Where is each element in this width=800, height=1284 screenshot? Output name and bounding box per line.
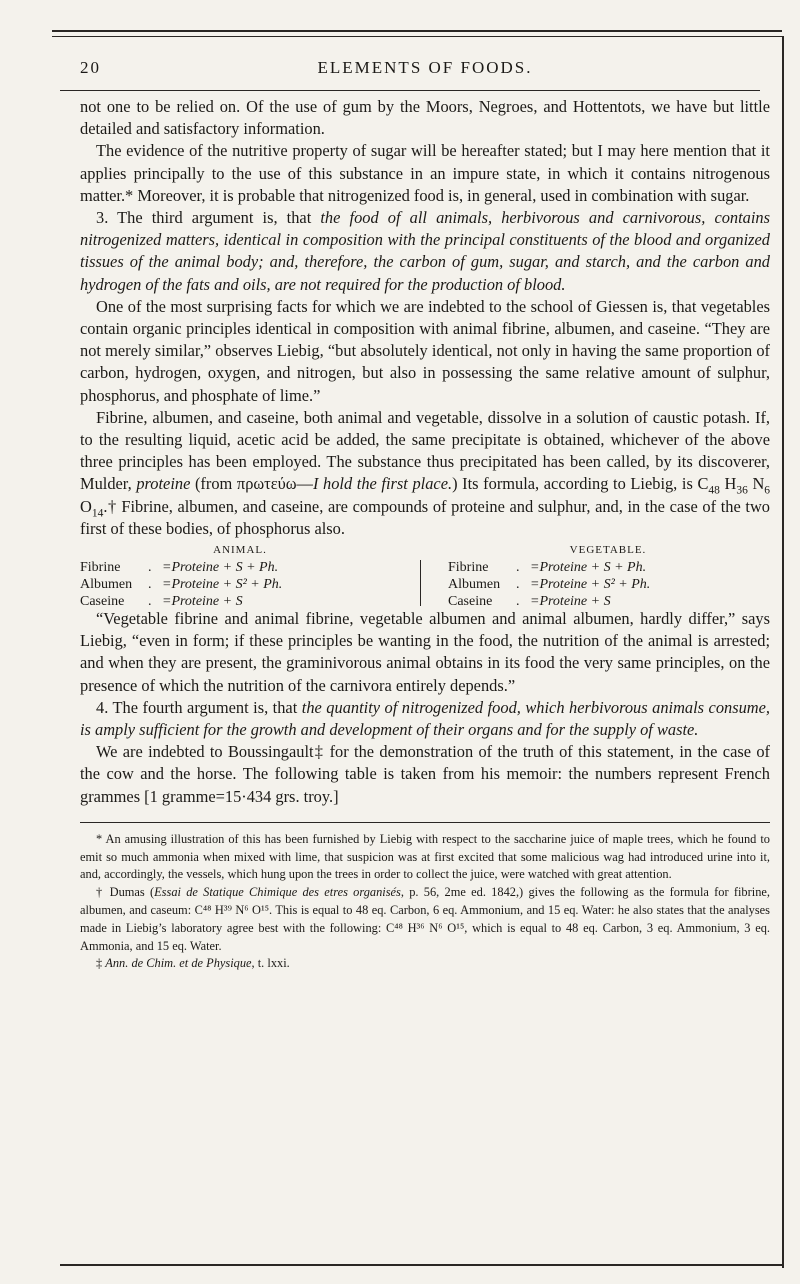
running-title: ELEMENTS OF FOODS. — [317, 58, 533, 77]
page-body — [80, 96, 770, 973]
paragraph-fourth-argument: 4. The fourth argument is, that the quantity of nitrogenized food, which herbivorous animals consume, is amply sufficient for the growth and development of their organs and for the supply of waste. — [80, 697, 770, 740]
greek-word: πρωτεύω — [236, 474, 297, 494]
header-rule — [60, 90, 760, 91]
footnote-annales: ‡ Ann. de Chim. et de Physique, t. lxxi. — [96, 956, 290, 971]
animal-table — [80, 542, 400, 610]
table-row: Caseine . =Proteine + S — [80, 594, 243, 610]
bottom-border — [60, 1264, 782, 1266]
footnote-rule — [80, 822, 770, 823]
table-row: Fibrine . =Proteine + S + Ph. — [80, 560, 279, 576]
page-number: 20 — [80, 58, 101, 77]
paragraph-proteine: Fibrine, albumen, and caseine, both animal and vegetable, dissolve in a solution of caustic potash. If, to the resulting liquid, acetic acid be added, the same precipitate is obtained, whichever of the above three principles has been employed. The substance thus precipitated has been called, by its discoverer, Mulder, proteine (from πρωτεύω—I hold the first place.) Its formula, according to Liebig, is $C_{48}$ $H_{36}$ $N_6$ $O_{14}.\dagger$ Fibrine, albumen, and caseine, are compounds of proteine and sulphur, and, in the case of the two first of these bodies, of phosphorus also. — [80, 407, 771, 538]
running-header — [80, 58, 770, 84]
table-row: Caseine . =Proteine + S — [448, 594, 611, 610]
paragraph-boussingault: We are indebted to Boussingault‡ for the demonstration of the truth of this statement, in the case of the cow and the horse. The following table is taken from his memoir: the numbers represent French grammes [1 gramme=15·434 grs. troy.] — [80, 742, 770, 806]
vegetable-caption: VEGETABLE. — [569, 544, 647, 557]
table-row: Albumen . =Proteine + S² + Ph. — [80, 577, 283, 593]
table-divider — [420, 560, 421, 606]
paragraph-liebig-quote: “Vegetable fibrine and animal fibrine, vegetable albumen and animal albumen, hardly differ,” says Liebig, “even in form; if these principles be wanting in the food, the nutrition of the animal is arrested; and when they are present, the graminivorous animal obtains in its food the very same principles, on the presence of which the nutrition of the carnivora entirely depends.” — [80, 609, 770, 695]
footnote-dumas: † Dumas (Essai de Statique Chimique des etres organisés, p. 56, 2me ed. 1842,) gives the following as the formula for fibrine, albumen, and caseum: C⁴⁸ H³⁹ N⁶ O¹⁵. This is equal to 48 eq. Carbon, 6 eq. Ammonium, and 15 eq. Water: he also states that the analyses made in Liebig’s laboratory agree best with the following: C⁴⁸ H³⁶ N⁶ O¹⁵, which is equal to 48 eq. Carbon, 3 eq. Ammonium, 3 eq. Ammonia, and 15 eq. Water. — [80, 885, 770, 953]
vegetable-table — [448, 542, 768, 610]
composition-tables — [80, 542, 770, 608]
footnote-maple: * An amusing illustration of this has been furnished by Liebig with respect to the saccharine juice of maple trees, which he found to emit so much ammonia when mixed with lime, that suspicion was at first excited that some malicious wag had introduced urine into it, and, accordingly, the vessels, which hung upon the trees in order to collect the juice, were watched with great attention. — [80, 831, 770, 882]
paragraph-gum: not one to be relied on. Of the use of gum by the Moors, Negroes, and Hottentots, we have but little detailed and satisfactory information. — [80, 97, 770, 139]
fourth-argument-statement: the quantity of nitrogenized food, which herbivorous animals consume, is amply sufficient for the growth and development of their organs and for the supply of waste. — [80, 697, 770, 740]
table-row: Fibrine . =Proteine + S + Ph. — [448, 560, 647, 576]
table-row: Albumen . =Proteine + S² + Ph. — [448, 577, 651, 593]
third-argument-statement: the food of all animals, herbivorous and carnivorous, contains nitrogenized matters, identical in composition with the principal constituents of the blood and organized tissues of the animal body; and, therefore, the carbon of gum, sugar, and starch, and the carbon and hydrogen of the fats and oils, are not required for the production of blood. — [80, 208, 770, 294]
animal-caption: ANIMAL. — [213, 544, 267, 557]
paragraph-third-argument: 3. The third argument is, that the food of all animals, herbivorous and carnivorous, contains nitrogenized matters, identical in composition with the principal constituents of the blood and organized tissues of the animal body; and, therefore, the carbon of gum, sugar, and starch, and the carbon and hydrogen of the fats and oils, are not required for the production of blood. — [80, 208, 770, 294]
footnotes — [80, 831, 770, 973]
paragraph-sugar: The evidence of the nutritive property of sugar will be hereafter stated; but I may here mention that it applies principally to the use of this substance in an impure state, in which it contains nitrogenous matter.* Moreover, it is probable that nitrogenized food is, in general, used in combination with sugar. — [80, 141, 770, 205]
paragraph-giessen: One of the most surprising facts for which we are indebted to the school of Giessen is, that vegetables contain organic principles identical in composition with animal fibrine, albumen, and caseine. “They are not merely similar,” observes Liebig, “but absolutely identical, not only in having the same proportion of carbon, hydrogen, oxygen, and nitrogen, but also in possessing the same relative amount of sulphur, phosphorus, and phosphate of lime.” — [80, 296, 770, 405]
top-border — [52, 30, 782, 32]
